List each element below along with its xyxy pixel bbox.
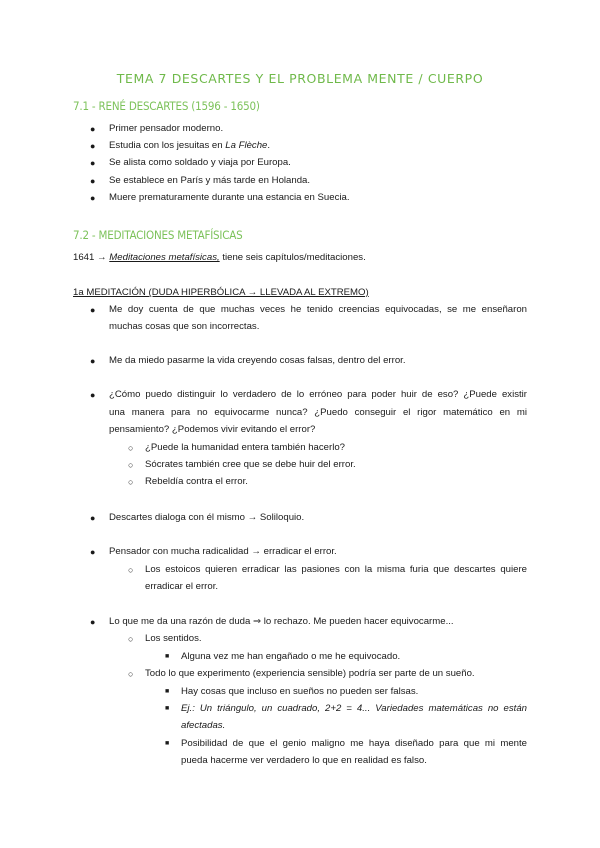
intro-line: 1641 → Meditaciones metafísicas, tiene seis capítulos/meditaciones.	[73, 252, 366, 263]
list-item-line: Me doy cuenta de que muchas veces he tenido creencias equivocadas, se me enseñaron	[109, 304, 527, 315]
circle-bullet-icon: ○	[128, 460, 134, 470]
section-heading-2: 7.2 - MEDITACIONES METAFÍSICAS	[73, 228, 243, 242]
list-item-line: pensamiento? ¿Podemos vivir evitando el error?	[109, 424, 316, 435]
sub-list-item: Sócrates también cree que se debe huir del error.	[145, 459, 356, 470]
sub-sub-list-item-line: afectadas.	[181, 720, 226, 731]
circle-bullet-icon: ○	[128, 634, 134, 644]
list-item: Me da miedo pasarme la vida creyendo cosas falsas, dentro del error.	[109, 355, 406, 366]
list-item: Estudia con los jesuitas en La Flèche.	[109, 140, 271, 151]
sub-sub-list-item: Alguna vez me han engañado o me he equivocado.	[181, 651, 401, 662]
square-bullet-icon: ■	[165, 653, 170, 660]
circle-bullet-icon: ○	[128, 669, 134, 679]
bullet-icon: ●	[90, 124, 96, 134]
meditation-heading: 1a MEDITACIÓN (DUDA HIPERBÓLICA → LLEVADA AL EXTREMO)	[73, 287, 369, 298]
bullet-icon: ●	[90, 617, 96, 627]
bullet-icon: ●	[90, 547, 96, 557]
sub-list-item: Los sentidos.	[145, 633, 202, 644]
list-item: Pensador con mucha radicalidad → erradicar el error.	[109, 546, 337, 557]
square-bullet-icon: ■	[165, 688, 170, 695]
sub-list-item-line: erradicar el error.	[145, 581, 219, 592]
bullet-icon: ●	[90, 158, 96, 168]
meditaciones-link[interactable]: Meditaciones metafísicas,	[109, 252, 220, 263]
sub-list-item: Todo lo que experimento (experiencia sensible) podría ser parte de un sueño.	[145, 668, 475, 679]
circle-bullet-icon: ○	[128, 443, 134, 453]
sub-list-item: Rebeldía contra el error.	[145, 476, 248, 487]
square-bullet-icon: ■	[165, 705, 170, 712]
section-heading-1: 7.1 - RENÉ DESCARTES (1596 - 1650)	[73, 99, 260, 113]
sub-list-item: ¿Puede la humanidad entera también hacerlo?	[145, 442, 346, 453]
bullet-icon: ●	[90, 193, 96, 203]
sub-sub-list-item: Hay cosas que incluso en sueños no pueden ser falsas.	[181, 686, 419, 697]
list-item: Primer pensador moderno.	[109, 123, 224, 134]
bullet-icon: ●	[90, 305, 96, 315]
bullet-icon: ●	[90, 141, 96, 151]
sub-sub-list-item-line: Ej.: Un triángulo, un cuadrado, 2+2 = 4... Variedades matemáticas no están	[181, 703, 527, 714]
page-title: TEMA 7 DESCARTES Y EL PROBLEMA MENTE / CUERPO	[116, 71, 484, 86]
square-bullet-icon: ■	[165, 740, 170, 747]
list-item-line: muchas cosas que son incorrectas.	[109, 321, 260, 332]
list-item: Se alista como soldado y viaja por Europa.	[109, 157, 291, 168]
bullet-icon: ●	[90, 176, 96, 186]
sub-sub-list-item-line: pueda hacerme ver verdadero lo que en realidad es falso.	[181, 755, 427, 766]
bullet-icon: ●	[90, 390, 96, 400]
list-item: Muere prematuramente durante una estancia en Suecia.	[109, 192, 350, 203]
list-item: Se establece en París y más tarde en Holanda.	[109, 175, 311, 186]
list-item: Lo que me da una razón de duda ⇒ lo rechazo. Me pueden hacer equivocarme...	[109, 616, 454, 627]
sub-sub-list-item-line: Posibilidad de que el genio maligno me haya diseñado para que mi mente	[181, 738, 527, 749]
list-item: Descartes dialoga con él mismo → Soliloquio.	[109, 512, 305, 523]
list-item-line: una manera para no equivocarme nunca? ¿Puedo conseguir el rigor matemático en mi	[109, 407, 527, 418]
sub-list-item-line: Los estoicos quieren erradicar las pasiones con la misma furia que descartes quiere	[145, 564, 527, 575]
bullet-icon: ●	[90, 513, 96, 523]
circle-bullet-icon: ○	[128, 565, 134, 575]
bullet-icon: ●	[90, 356, 96, 366]
list-item-line: ¿Cómo puedo distinguir lo verdadero de lo erróneo para poder huir de eso? ¿Puede existir	[109, 389, 527, 400]
circle-bullet-icon: ○	[128, 477, 134, 487]
